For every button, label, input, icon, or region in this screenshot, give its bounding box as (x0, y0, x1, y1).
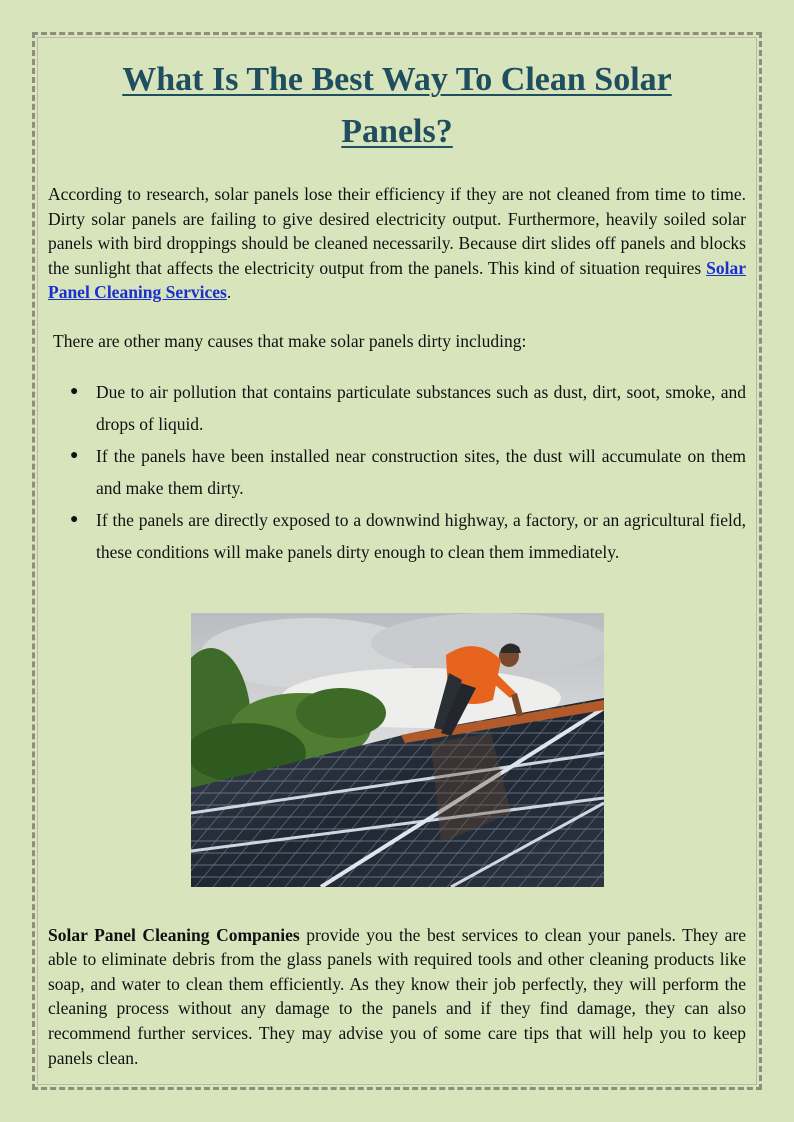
list-item-text: Due to air pollution that contains particulate substances such as dust, dirt, soot, smoke, and drops of liquid. (96, 381, 746, 434)
page-title (48, 54, 746, 158)
list-item-text: If the panels have been installed near construction sites, the dust will accumulate on them and make them dirty. (96, 445, 746, 498)
closing-paragraph (48, 923, 746, 1071)
intro-paragraph (48, 182, 746, 305)
causes-intro: There are other many causes that make solar panels dirty including: (53, 330, 527, 351)
list-item-text: If the panels are directly exposed to a downwind highway, a factory, or an agricultural field, these conditions will make panels dirty enough to clean them immediately. (96, 509, 746, 562)
list-item (48, 504, 746, 568)
intro-text: According to research, solar panels lose their efficiency if they are not cleaned from time to time. Dirty solar panels are failing to give desired electricity output. Furthermore, heavily soiled solar panels with bird droppings should be cleaned necessarily. Because dirt slides off panels and blocks the sunlight that affects the electricity output from the panels. This kind of situation requires (48, 184, 746, 278)
causes-list (48, 376, 746, 568)
bullet-icon: ● (70, 447, 79, 463)
bullet-icon: ● (70, 383, 79, 399)
title-line2: Panels (341, 113, 436, 150)
list-item (48, 376, 746, 440)
closing-text: provide you the best services to clean your panels. They are able to eliminate debris from the glass panels with required tools and other cleaning products like soap, and water to clean them efficiently. As they know their job perfectly, they will perform the cleaning process without any damage to the panels and if they find damage, they can also recommend further services. They may advise you of some care tips that will help you to keep panels clean. (48, 924, 746, 1068)
solar-panel-cleaning-services-link[interactable]: Solar Panel Cleaning Services (48, 257, 746, 303)
document-body (48, 48, 746, 1070)
list-item (48, 440, 746, 504)
title-question-mark: ? (435, 113, 453, 150)
title-line1: What Is The Best Way To Clean Solar (122, 61, 672, 98)
closing-bold-lead: Solar Panel Cleaning Companies (48, 924, 300, 945)
bullet-icon: ● (70, 511, 79, 527)
worker-cleaning-solar-panels-illustration (191, 613, 604, 887)
intro-end: . (226, 282, 232, 303)
solar-panel-photo (191, 613, 604, 887)
